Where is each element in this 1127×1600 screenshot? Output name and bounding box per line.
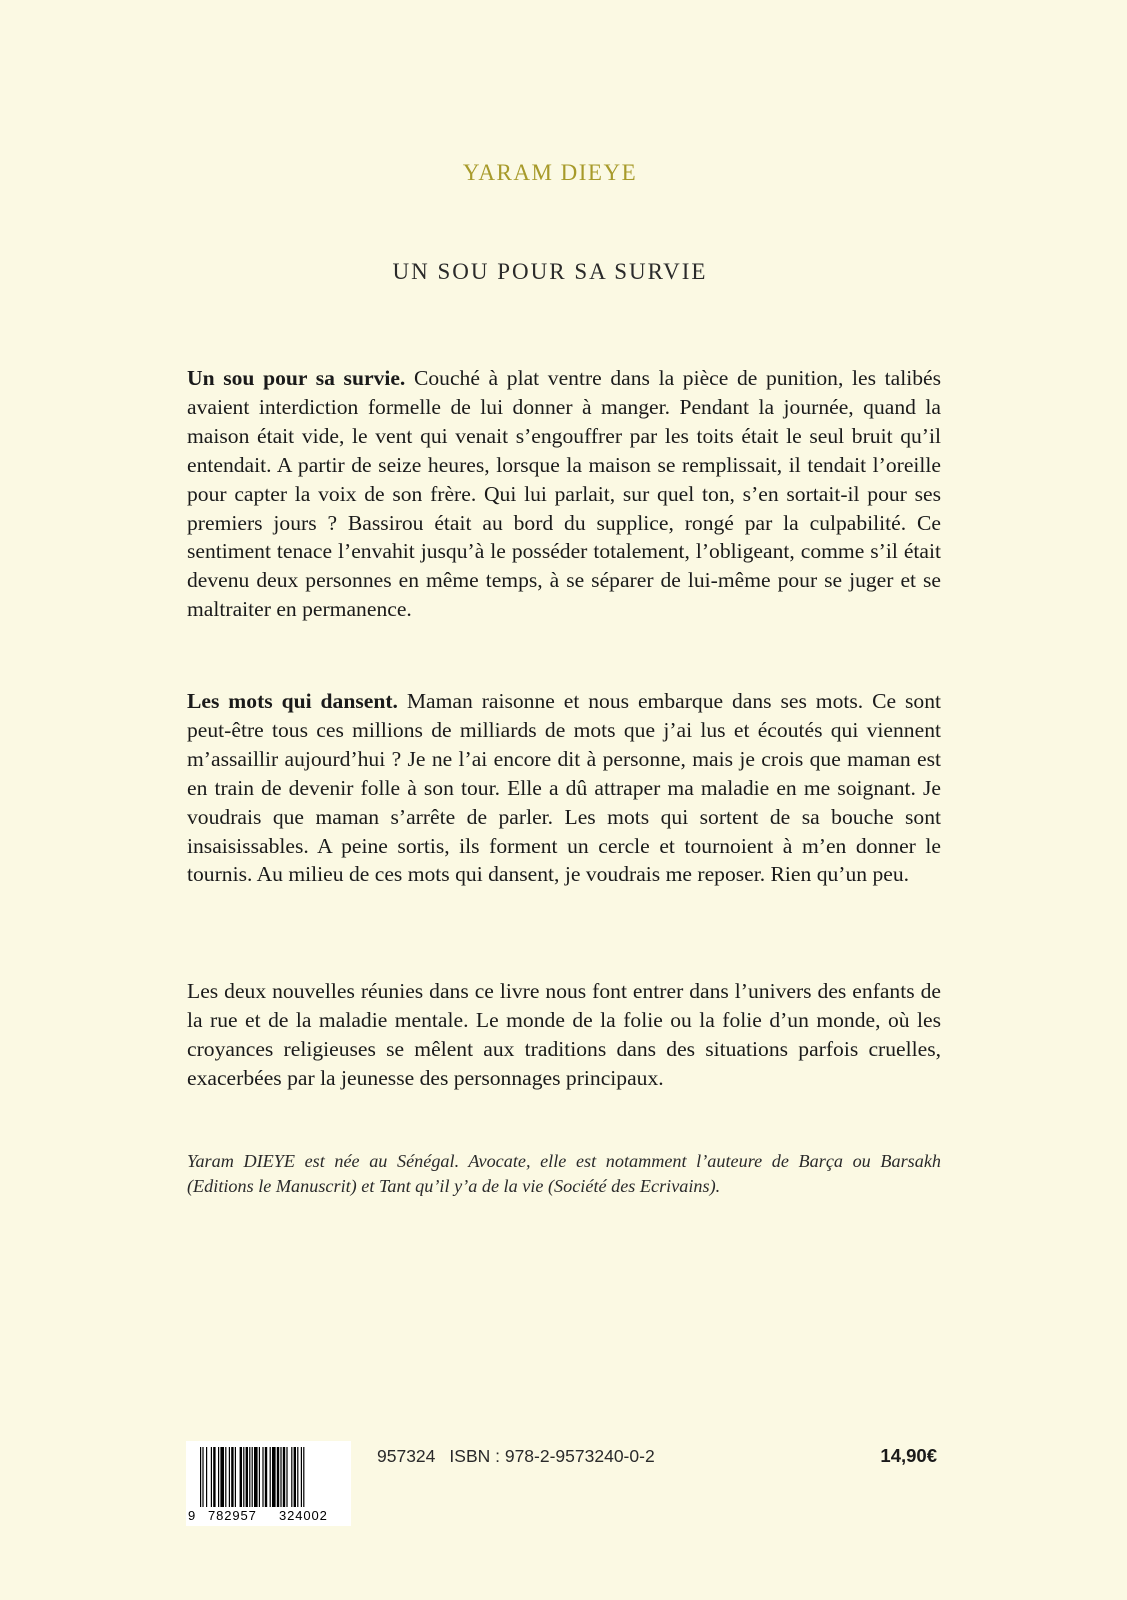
barcode-bar — [303, 1447, 304, 1507]
barcode-bar — [246, 1447, 248, 1507]
barcode-bar — [270, 1447, 271, 1507]
isbn: ISBN : 978-2-9573240-0-2 — [449, 1446, 655, 1466]
barcode-bar — [231, 1447, 233, 1507]
barcode-bar — [291, 1447, 292, 1507]
blurb-2-text: Maman raisonne et nous embarque dans ses mots. Ce sont peut-être tous ces millions de milliards de mots que j’ai lus et écoutés qui viennent m’assaillir aujourd’hui ? Je ne l’ai encore dit à personne, mais je crois que maman est en train de devenir folle à son tour. Elle a dû attraper ma maladie en me soignant. Je voudrais que maman s’arrête de parler. Les mots qui sortent de sa bouche sont insaisissables. A peine sortis, ils forment un cercle et tournoient à m’en donner le tournis. Au milieu de ces mots qui dansent, je voudrais me reposer. Rien qu’un peu. — [187, 689, 941, 887]
blurb-2-heading: Les mots qui dansent. — [187, 689, 398, 713]
barcode-bar — [283, 1447, 285, 1507]
barcode-group-left: 782957 — [208, 1508, 257, 1523]
barcode-bar — [252, 1447, 253, 1507]
blurb-2 — [187, 687, 941, 889]
isbn-line — [377, 1446, 655, 1467]
barcode-bar — [286, 1447, 287, 1507]
barcode-bar — [272, 1447, 276, 1507]
barcode — [186, 1441, 351, 1526]
barcode-bar — [200, 1447, 201, 1507]
book-title: UN SOU POUR SA SURVIE — [392, 259, 708, 284]
barcode-bar — [254, 1447, 258, 1507]
blurb-1-text: Couché à plat ventre dans la pièce de punition, les talibés avaient interdiction formelle de lui donner à manger. Pendant la journée, quand la maison était vide, le vent qui venait s’engouffrer par les toits était le seul bruit qu’il entendait. A partir de seize heures, lorsque la maison se remplissait, il tendait l’oreille pour capter la voix de son frère. Qui lui parlait, sur quel ton, s’en sortait-il pour ses premiers jours ? Bassirou était au bord du supplice, rongé par la culpabilité. Ce sentiment tenace l’envahit jusqu’à le posséder totalement, l’obligeant, comme s’il était devenu deux personnes en même temps, à se séparer de lui-même pour se juger et se maltraiter en permanence. — [187, 366, 941, 622]
barcode-bar — [213, 1447, 215, 1507]
price: 14,90€ — [880, 1445, 937, 1466]
barcode-bar — [280, 1447, 281, 1507]
barcode-bar — [220, 1447, 224, 1507]
barcode-bar — [225, 1447, 226, 1507]
barcode-bar — [249, 1447, 250, 1507]
barcode-bar — [240, 1447, 242, 1507]
barcode-bar — [262, 1447, 263, 1507]
barcode-bar — [206, 1447, 207, 1507]
author-name: YARAM DIEYE — [462, 160, 638, 185]
barcode-group-right: 324002 — [279, 1508, 328, 1523]
barcode-bar — [211, 1447, 212, 1507]
barcode-bar — [235, 1447, 236, 1507]
barcode-bar — [218, 1447, 219, 1507]
author-bio: Yaram DIEYE est née au Sénégal. Avocate, elle est notamment l’auteure de Barça ou Barsakh (Editions le Manuscrit) et Tant qu’il y’a de la vie (Société des Ecrivains). — [187, 1151, 941, 1196]
barcode-bar — [265, 1447, 267, 1507]
product-code: 957324 — [377, 1446, 436, 1466]
barcode-bar — [301, 1447, 302, 1507]
barcode-bar — [277, 1447, 279, 1507]
barcode-bar — [229, 1447, 230, 1507]
blurb-1 — [187, 364, 941, 624]
barcode-bar — [202, 1447, 203, 1507]
blurb-1-heading: Un sou pour sa survie. — [187, 366, 406, 390]
barcode-bar — [243, 1447, 244, 1507]
barcode-bar — [294, 1447, 296, 1507]
barcode-bars — [186, 1441, 351, 1509]
barcode-bar — [297, 1447, 298, 1507]
barcode-bar — [259, 1447, 260, 1507]
summary-paragraph: Les deux nouvelles réunies dans ce livre nous font entrer dans l’univers des enfants de la rue et de la maladie mentale. Le monde de la folie ou la folie d’un monde, où les croyances religieuses se mêlent aux traditions dans des situations parfois cruelles, exacerbées par la jeunesse des personnages principaux. — [187, 979, 941, 1090]
barcode-first-digit: 9 — [188, 1508, 196, 1523]
